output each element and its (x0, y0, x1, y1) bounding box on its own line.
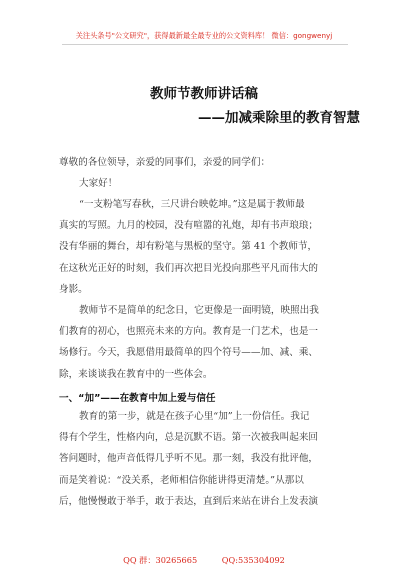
document-subtitle: ——加减乘除里的教育智慧 (198, 110, 360, 126)
paragraph-line: 身影。 (59, 284, 88, 295)
paragraph-line: 在这秋光正好的时刻，我们再次把目光投向那些平凡而伟大的 (59, 263, 319, 274)
paragraph-line: 真实的写照。九月的校园，没有喧嚣的礼炮，却有书声琅琅； (59, 220, 319, 231)
paragraph-line: 们教育的初心，也照亮未来的方向。教育是一门艺术，也是一 (59, 326, 319, 337)
paragraph-line: 后，他慢慢敢于举手，敢于表达，直到后来站在讲台上发表演 (59, 496, 319, 507)
footer-qq: QQ:535304092 (221, 555, 285, 565)
paragraph-line: 教师节不是简单的纪念日，它更像是一面明镜，映照出我 (79, 305, 319, 316)
paragraph-line: 答问题时，他声音低得几乎听不见。那一刻，我没有批评他， (59, 453, 319, 464)
document-title: 教师节教师讲话稿 (150, 86, 258, 102)
footer-contact (0, 555, 408, 566)
footer-qq-group: QQ 群：30265665 (123, 555, 198, 565)
salutation-line: 尊敬的各位领导，亲爱的同事们，亲爱的同学们： (59, 157, 271, 168)
header-divider (62, 44, 348, 45)
paragraph-line: 没有华丽的舞台，却有粉笔与黑板的坚守。第 41 个教师节， (59, 241, 318, 252)
paragraph-line: “一支粉笔写春秋，三尺讲台映乾坤。”这是属于教师最 (79, 199, 305, 210)
paragraph-line: 除，来谈谈我在教育中的一些体会。 (59, 369, 213, 380)
paragraph-line: 教育的第一步，就是在孩子心里“加”上一份信任。我记 (79, 411, 310, 422)
paragraph-line: 得有个学生，性格内向，总是沉默不语。第一次被我叫起来回 (59, 432, 319, 443)
header-banner: 关注头条号"公文研究"，获得最新最全最专业的公文资料库！ 微信：gongwenyj (75, 31, 333, 40)
paragraph-line: 场修行。今天，我愿借用最简单的四个符号——加、减、乘、 (59, 347, 319, 358)
greeting-line: 大家好！ (79, 178, 118, 189)
section-heading: 一、“加”——在教育中加上爱与信任 (59, 393, 216, 404)
paragraph-line: 而是笑着说：“没关系，老师相信你能讲得更清楚。”从那以 (59, 475, 304, 486)
